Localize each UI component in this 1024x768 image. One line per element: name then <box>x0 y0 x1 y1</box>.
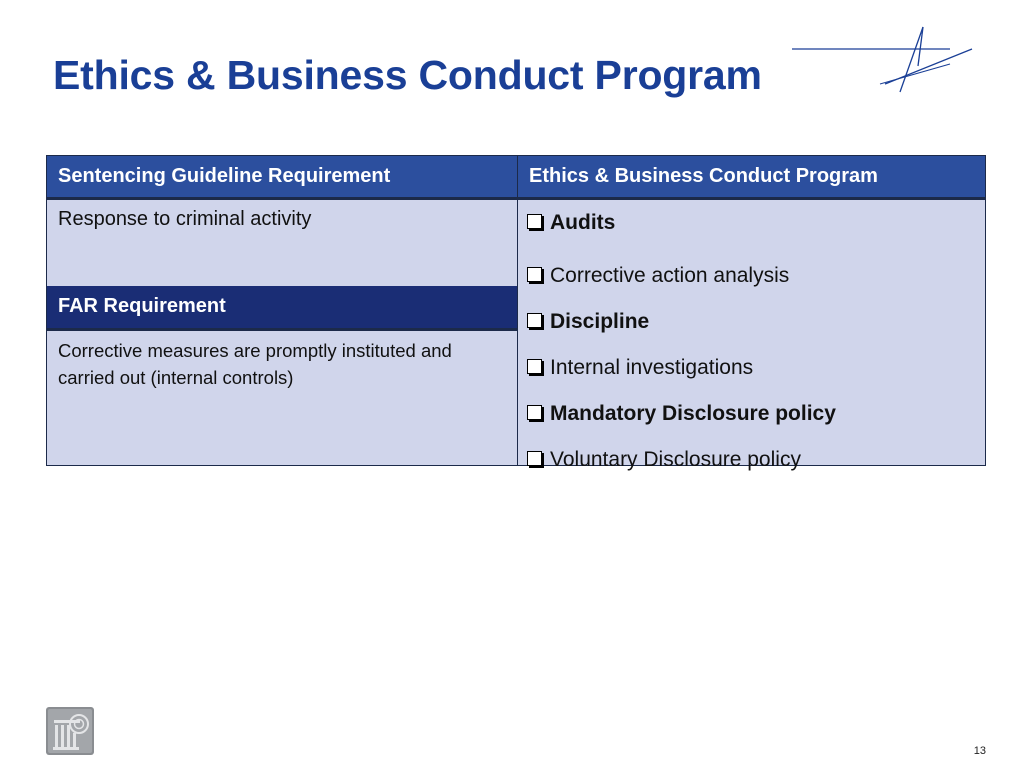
item-mandatory-disclosure: Mandatory Disclosure policy <box>550 402 836 425</box>
page-title: Ethics & Business Conduct Program <box>53 52 762 98</box>
list-item <box>527 299 976 345</box>
item-voluntary-disclosure: Voluntary Disclosure policy <box>550 448 801 471</box>
item-corrective-action: Corrective action analysis <box>550 264 790 287</box>
footer-logo-icon <box>46 707 94 755</box>
checkbox-bullet-icon <box>527 405 542 420</box>
checkbox-bullet-icon <box>527 214 542 229</box>
page-number: 13 <box>973 745 986 757</box>
checkbox-bullet-icon <box>527 267 542 282</box>
item-audits: Audits <box>550 211 616 234</box>
item-discipline: Discipline <box>550 310 650 333</box>
checkbox-bullet-icon <box>527 359 542 374</box>
star-logo-icon <box>790 24 975 94</box>
list-item <box>527 437 976 483</box>
list-item <box>527 253 976 299</box>
program-items-cell <box>517 197 985 471</box>
item-internal-investigations: Internal investigations <box>550 356 754 379</box>
sentencing-guideline-header: Sentencing Guideline Requirement <box>47 156 517 197</box>
checkbox-bullet-icon <box>527 313 542 328</box>
list-item <box>527 391 976 437</box>
ethics-program-header: Ethics & Business Conduct Program <box>517 156 985 197</box>
list-item <box>527 207 976 239</box>
response-cell: Response to criminal activity <box>47 197 517 286</box>
requirements-table <box>46 155 986 471</box>
checkbox-bullet-icon <box>527 451 542 466</box>
list-item <box>527 345 976 391</box>
corrective-measures-cell: Corrective measures are promptly instituted and carried out (internal controls) <box>47 328 517 465</box>
far-requirement-header: FAR Requirement <box>47 286 517 328</box>
